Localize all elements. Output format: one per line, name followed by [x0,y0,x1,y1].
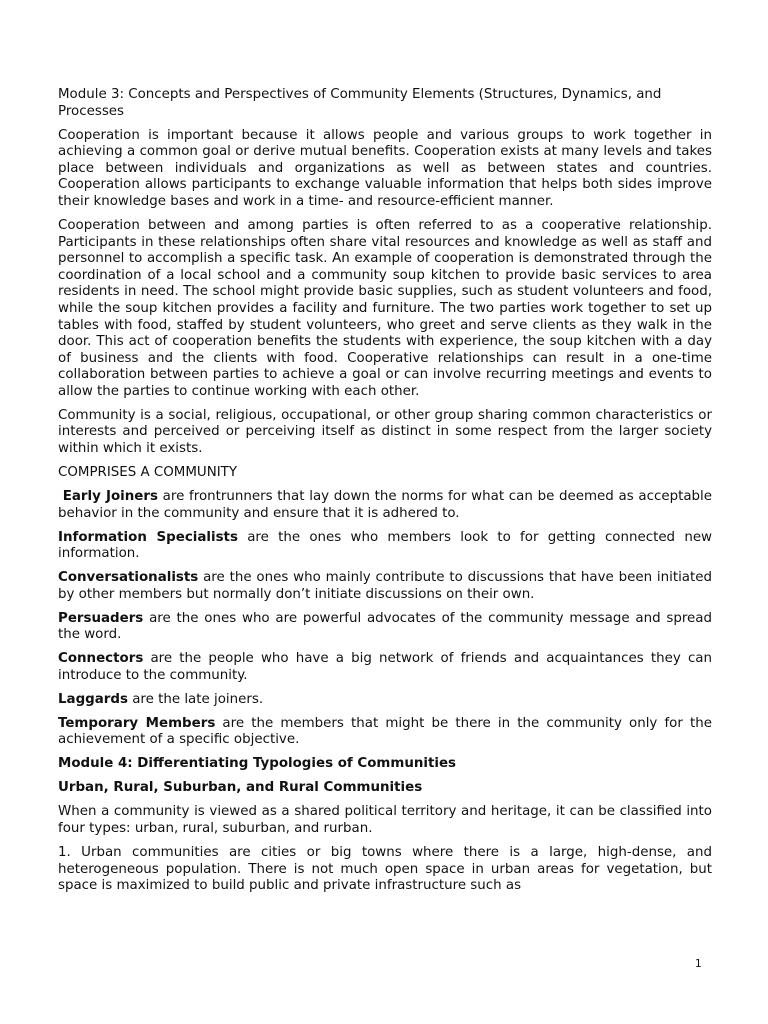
role-definition: are the ones who members look to for getting connected new information. [58,529,713,562]
role-definition: are the people who have a big network of friends and acquaintances they can introduce to the community. [58,651,712,683]
role-term: Laggards [58,691,128,707]
paragraph-cooperative-relationship: Cooperation between and among parties is often referred to as a cooperative relationship. Participants in these relationships often share vital resources and knowledge as well as staff and personnel to accomplish a specific task. An example of cooperation is demonstrated through the coordination of a local school and a community soup kitchen to provide basic services to area residents in need. The school might provide basic supplies, such as student volunteers and food, while the soup kitchen provides a facility and furniture. The two parties work together to set up tables with food, staffed by student volunteers, who greet and serve clients as they walk in the door. This act of cooperation benefits the students with experience, the soup kitchen with a day of business and the clients with food. Cooperative relationships can result in a one-time collaboration between parties to achieve a goal or can involve recurring meetings and events to allow the parties to continue working with each other. [58,217,712,399]
role-connectors [58,651,712,684]
role-term: Connectors [58,651,144,667]
module-4-heading: Module 4: Differentiating Typologies of Communities [58,756,457,772]
document-page [58,87,712,894]
page-number: 1 [695,958,702,970]
comprises-heading: COMPRISES A COMMUNITY [58,465,238,481]
role-laggards [58,692,712,709]
role-term: Temporary Members [58,715,216,731]
role-term: Information Specialists [58,529,238,545]
role-definition: are the ones who are powerful advocates of the community message and spread the word. [58,610,712,643]
role-definition: are the late joiners. [127,691,264,707]
urban-communities-item: 1. Urban communities are cities or big towns where there is a large, high-dense, and heterogeneous population. There is not much open space in urban areas for vegetation, but space is maximized to build public and private infrastructure such as [58,845,712,894]
module-4-subheading: Urban, Rural, Suburban, and Rural Communities [58,780,423,796]
paragraph-cooperation-importance: Cooperation is important because it allows people and various groups to work together in achieving a common goal or derive mutual benefits. Cooperation exists at many levels and takes place between individuals and organizations as well as between states and countries. Cooperation allows participants to exchange valuable information that helps both sides improve their knowledge bases and work in a time- and resource-efficient manner. [58,127,712,209]
role-definition: are the ones who mainly contribute to discussions that have been initiated by other members but normally don’t initiate discussions on their own. [58,570,712,602]
role-term: Early Joiners [62,489,158,505]
module-4-intro: When a community is viewed as a shared political territory and heritage, it can be classified into four types: urban, rural, suburban, and rurban. [58,804,712,837]
role-conversationalists [58,570,712,603]
role-early-joiners [58,489,712,522]
role-information-specialists [58,530,712,563]
module-3-title: Module 3: Concepts and Perspectives of Community Elements (Structures, Dynamics, and Processes [58,87,662,119]
role-definition: are the members that might be there in the community only for the achievement of a specific objective. [58,715,712,748]
role-term: Persuaders [58,610,144,626]
paragraph-community-definition: Community is a social, religious, occupational, or other group sharing common characteristics or interests and perceived or perceiving itself as distinct in some respect from the larger society within which it exists. [58,407,712,457]
role-temporary-members [58,716,712,749]
role-definition: are frontrunners that lay down the norms for what can be deemed as acceptable behavior in the community and ensure that it is adhered to. [58,489,713,521]
role-term: Conversationalists [58,570,199,586]
role-persuaders [58,611,712,644]
